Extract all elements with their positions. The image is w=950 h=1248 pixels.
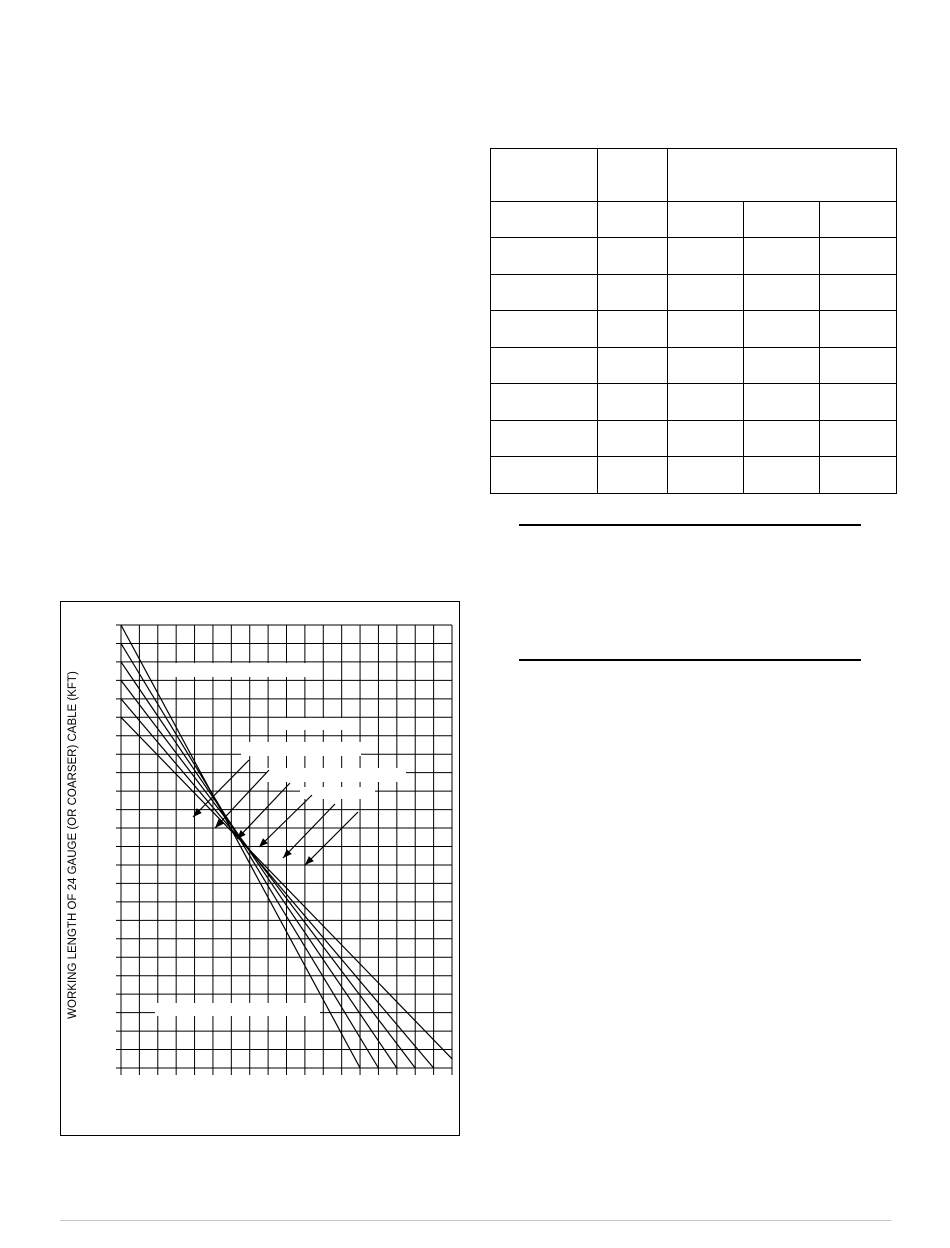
pointer-arrow xyxy=(283,804,335,858)
label-mask xyxy=(241,742,361,756)
label-mask xyxy=(161,663,311,677)
label-mask xyxy=(155,1003,320,1016)
pointer-arrow xyxy=(305,812,358,865)
label-mask xyxy=(283,718,343,730)
pointer-arrow xyxy=(215,770,269,828)
footer-rule xyxy=(60,1220,891,1221)
label-mask xyxy=(266,768,406,782)
y-axis-label: WORKING LENGTH OF 24 GAUGE (OR COARSER) CABLE (KFT) xyxy=(67,671,79,1019)
pointer-arrow xyxy=(259,795,312,847)
label-mask xyxy=(300,787,375,799)
